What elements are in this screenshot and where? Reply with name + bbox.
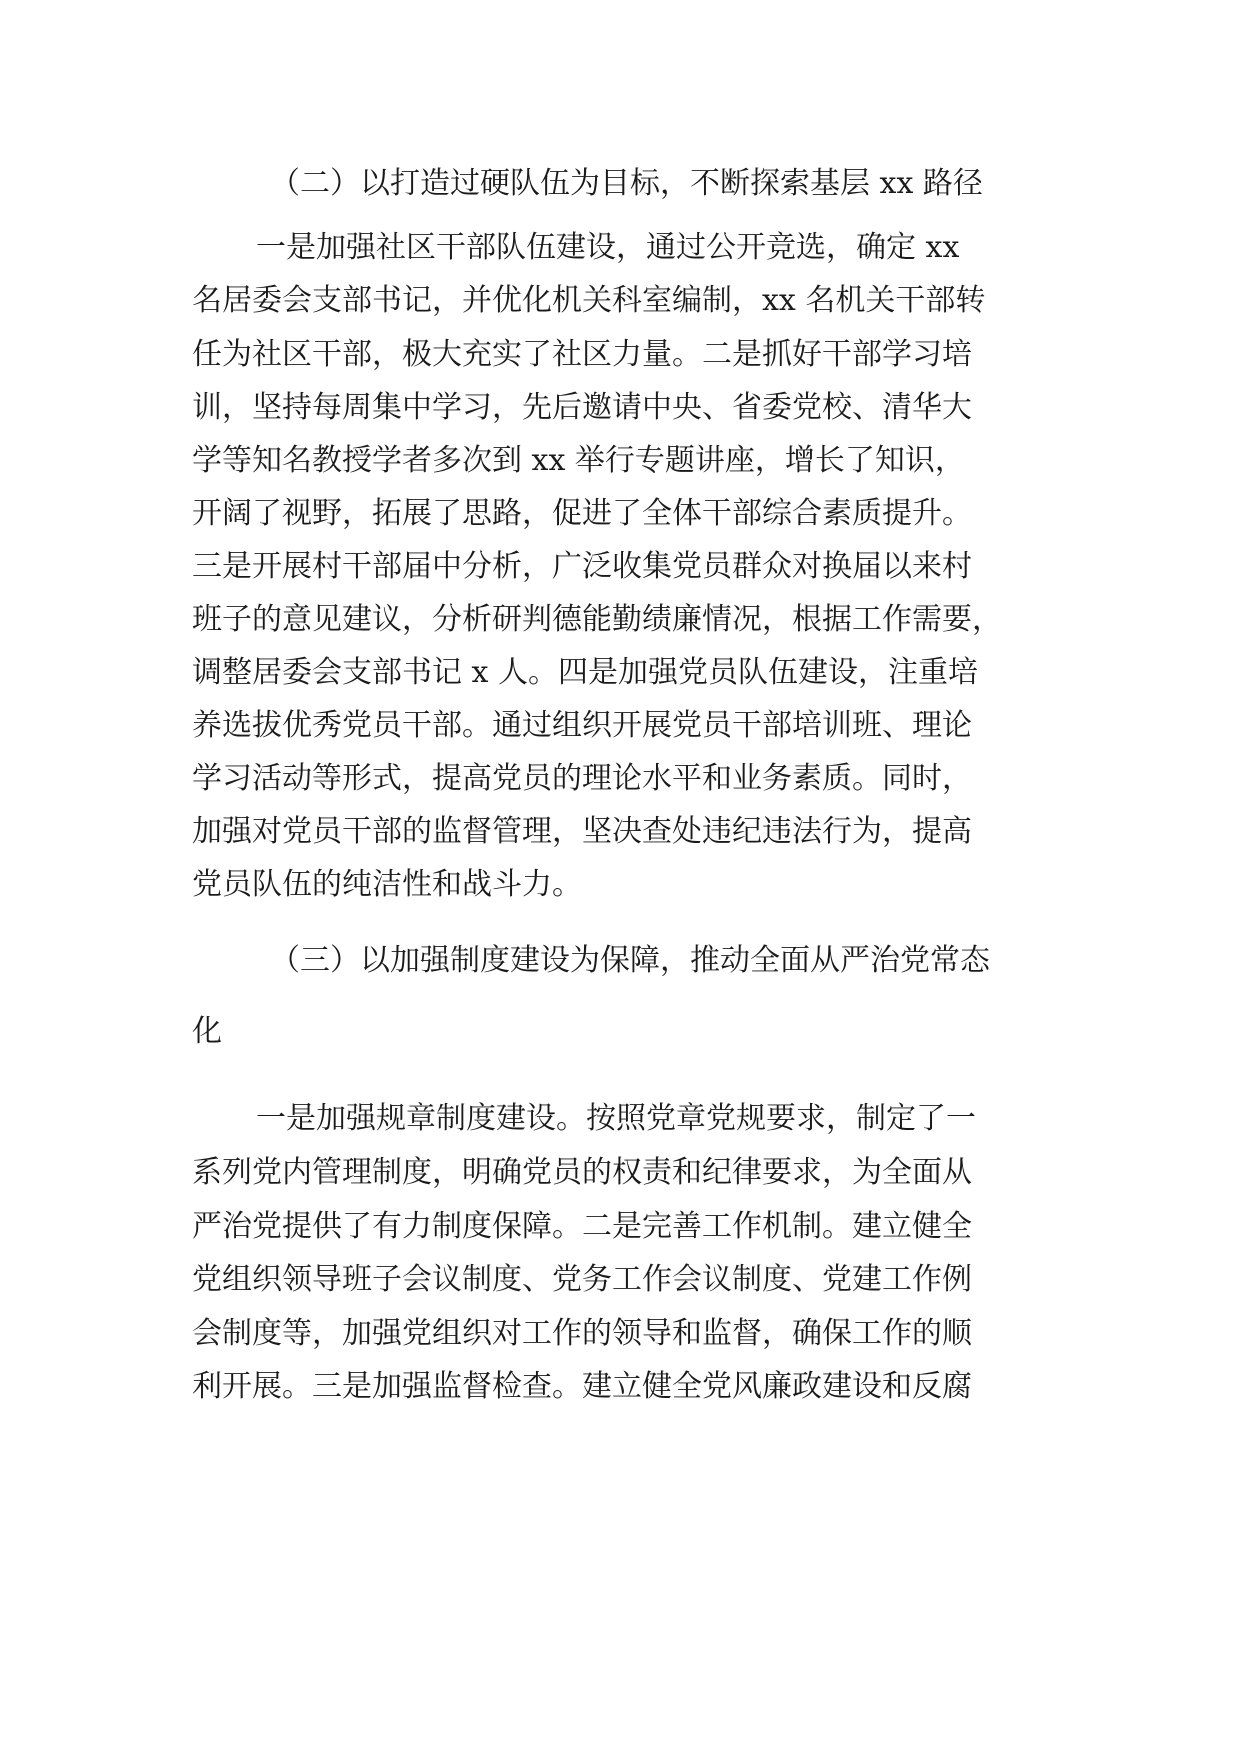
paragraph-line: 严治党提供了有力制度保障。二是完善工作机制。建立健全 [192, 1209, 972, 1244]
paragraph-line: 名居委会支部书记，并优化机关科室编制，xx 名机关干部转 [192, 283, 986, 318]
paragraph-line: 一是加强社区干部队伍建设，通过公开竞选，确定 xx [256, 230, 960, 265]
paragraph-line: 学等知名教授学者多次到 xx 举行专题讲座，增长了知识， [192, 443, 965, 478]
paragraph-line: 养选拔优秀党员干部。通过组织开展党员干部培训班、理论 [192, 708, 972, 743]
paragraph-line: 三是开展村干部届中分析，广泛收集党员群众对换届以来村 [192, 549, 972, 584]
paragraph-line: 开阔了视野，拓展了思路，促进了全体干部综合素质提升。 [192, 496, 972, 531]
paragraph-line: 调整居委会支部书记 x 人。四是加强党员队伍建设，注重培 [192, 655, 978, 690]
paragraph-line: 一是加强规章制度建设。按照党章党规要求，制定了一 [256, 1101, 976, 1136]
paragraph-line: 会制度等，加强党组织对工作的领导和监督，确保工作的顺 [192, 1316, 972, 1351]
section-heading-3: （三）以加强制度建设为保障，推动全面从严治党常态 [270, 943, 990, 978]
paragraph-line: 训，坚持每周集中学习，先后邀请中央、省委党校、清华大 [192, 390, 972, 425]
paragraph-line: 学习活动等形式，提高党员的理论水平和业务素质。同时， [192, 761, 972, 796]
section-heading-3-continued: 化 [192, 1014, 222, 1049]
section-heading-2: （二）以打造过硬队伍为目标，不断探索基层 xx 路径 [270, 166, 983, 201]
paragraph-line: 党员队伍的纯洁性和战斗力。 [192, 867, 582, 902]
paragraph-line: 班子的意见建议，分析研判德能勤绩廉情况，根据工作需要， [192, 602, 1002, 637]
paragraph-line: 系列党内管理制度，明确党员的权责和纪律要求，为全面从 [192, 1155, 972, 1190]
paragraph-line: 加强对党员干部的监督管理，坚决查处违纪违法行为，提高 [192, 814, 972, 849]
paragraph-line: 利开展。三是加强监督检查。建立健全党风廉政建设和反腐 [192, 1369, 972, 1404]
paragraph-line: 任为社区干部，极大充实了社区力量。二是抓好干部学习培 [192, 337, 972, 372]
paragraph-line: 党组织领导班子会议制度、党务工作会议制度、党建工作例 [192, 1262, 972, 1297]
